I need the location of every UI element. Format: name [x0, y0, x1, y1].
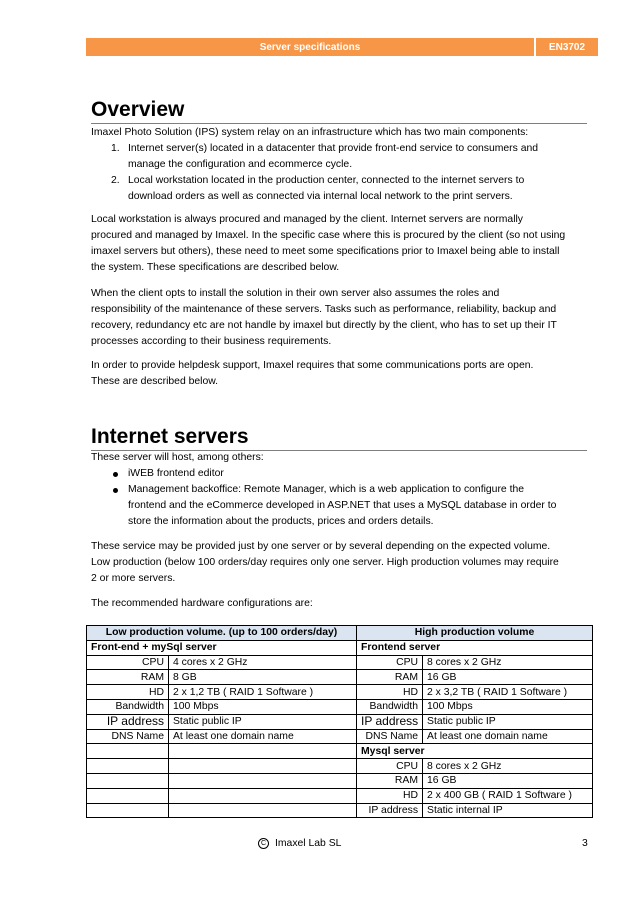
spec-label: RAM	[87, 670, 169, 685]
footer-company: Imaxel Lab SL	[275, 838, 342, 849]
text-line: 2 or more servers.	[91, 573, 176, 584]
list-item-line: store the information about the products, prices and orders details.	[128, 516, 434, 527]
spec-value: 100 Mbps	[169, 699, 357, 714]
spec-label: IP address	[357, 803, 423, 818]
spec-label: IP address	[357, 714, 423, 729]
text-line: Low production (below 100 orders/day requires only one server. High production volumes may require	[91, 557, 559, 568]
table-row	[87, 744, 593, 759]
table-row	[87, 788, 593, 803]
copyright-icon: C	[258, 838, 269, 849]
table-row	[87, 670, 593, 685]
mysql-section-label: Mysql server	[357, 744, 593, 759]
spec-label: Bandwidth	[87, 699, 169, 714]
list-item	[91, 173, 591, 205]
spec-value: 16 GB	[423, 773, 593, 788]
empty-cell	[169, 788, 357, 803]
spec-label: DNS Name	[87, 729, 169, 744]
header-title: Server specifications	[86, 38, 534, 56]
table-row	[87, 685, 593, 700]
table-row	[87, 655, 593, 670]
empty-cell	[169, 803, 357, 818]
text-line: the system. These specifications are described below.	[91, 262, 340, 273]
list-item-line: frontend and the eCommerce developed in ASP.NET that uses a MySQL database in order to	[128, 500, 557, 511]
internet-intro: These server will host, among others:	[91, 452, 264, 463]
table-row	[87, 759, 593, 774]
spec-label: CPU	[87, 655, 169, 670]
empty-cell	[87, 759, 169, 774]
table-header-row	[87, 626, 593, 641]
list-item	[91, 466, 591, 482]
list-item	[91, 141, 591, 173]
bullet-icon	[113, 488, 118, 493]
spec-value: At least one domain name	[169, 729, 357, 744]
spec-value: Static internal IP	[423, 803, 593, 818]
overview-paragraph-3	[91, 358, 591, 390]
spec-value: 4 cores x 2 GHz	[169, 655, 357, 670]
header-doc-code: EN3702	[536, 38, 598, 56]
spec-label: RAM	[357, 773, 423, 788]
overview-intro: Imaxel Photo Solution (IPS) system relay on an infrastructure which has two main components:	[91, 127, 529, 138]
empty-cell	[87, 788, 169, 803]
internet-list	[91, 466, 591, 530]
low-section-label: Front-end + mySql server	[87, 640, 357, 655]
list-item-line: Management backoffice: Remote Manager, which is a web application to configure the	[128, 484, 525, 495]
overview-paragraph-1	[91, 212, 591, 276]
spec-value: 100 Mbps	[423, 699, 593, 714]
overview-list	[91, 141, 591, 205]
table-row	[87, 729, 593, 744]
list-number: 1.	[111, 143, 120, 154]
list-item	[91, 482, 591, 530]
text-line: processes according to their business requirements.	[91, 336, 332, 347]
text-line: recovery, redundancy etc are not handle by imaxel but directly by the client, who has to set up their IT	[91, 320, 557, 331]
spec-value: 8 cores x 2 GHz	[423, 759, 593, 774]
spec-label: HD	[357, 788, 423, 803]
list-item-line: Internet server(s) located in a datacenter that provide front-end service to consumers and	[128, 143, 539, 154]
spec-label: CPU	[357, 655, 423, 670]
empty-cell	[169, 759, 357, 774]
table-row	[87, 640, 593, 655]
spec-label: CPU	[357, 759, 423, 774]
overview-paragraph-2	[91, 286, 591, 350]
table-row	[87, 773, 593, 788]
hardware-config-table	[86, 625, 593, 818]
empty-cell	[169, 773, 357, 788]
text-line: When the client opts to install the solution in their own server also assumes the roles and	[91, 288, 500, 299]
table-row	[87, 714, 593, 729]
empty-cell	[87, 773, 169, 788]
spec-label: DNS Name	[357, 729, 423, 744]
text-line: responsibility of the maintenance of these servers. Tasks such as performance, reliability, backup and	[91, 304, 557, 315]
spec-value: 2 x 1,2 TB ( RAID 1 Software )	[169, 685, 357, 700]
text-line: imaxel servers but others), these need to meet some specifications prior to Imaxel being able to install	[91, 246, 560, 257]
text-line: In order to provide helpdesk support, Imaxel requires that some communications ports are open.	[91, 360, 534, 371]
spec-label: Bandwidth	[357, 699, 423, 714]
overview-body	[91, 125, 591, 205]
internet-servers-heading: Internet servers	[91, 425, 587, 451]
empty-cell	[87, 744, 169, 759]
high-volume-header: High production volume	[357, 626, 593, 641]
internet-paragraph-1	[91, 539, 591, 587]
overview-heading: Overview	[91, 98, 587, 124]
text-line: procured and managed by Imaxel. In the specific case where this is procured by the client (so not using	[91, 230, 566, 241]
spec-value: 2 x 3,2 TB ( RAID 1 Software )	[423, 685, 593, 700]
list-item-line: Local workstation located in the production center, connected to the internet servers to	[128, 175, 525, 186]
list-number: 2.	[111, 175, 120, 186]
internet-paragraph-2: The recommended hardware configurations are:	[91, 598, 313, 609]
empty-cell	[87, 803, 169, 818]
list-item-line: download orders as well as connected via internal local network to the print servers.	[128, 191, 513, 202]
text-line: Local workstation is always procured and managed by the client. Internet servers are normally	[91, 214, 524, 225]
low-volume-header: Low production volume. (up to 100 orders/day)	[87, 626, 357, 641]
spec-label: HD	[87, 685, 169, 700]
high-section-label: Frontend server	[357, 640, 593, 655]
spec-value: 2 x 400 GB ( RAID 1 Software )	[423, 788, 593, 803]
spec-value: 8 GB	[169, 670, 357, 685]
bullet-icon	[113, 472, 118, 477]
text-line: These service may be provided just by one server or by several depending on the expected volume.	[91, 541, 551, 552]
table-row	[87, 803, 593, 818]
spec-value: 16 GB	[423, 670, 593, 685]
list-item-line: iWEB frontend editor	[128, 468, 224, 479]
spec-label: RAM	[357, 670, 423, 685]
page-header	[86, 38, 598, 56]
table-row	[87, 699, 593, 714]
internet-body	[91, 450, 591, 530]
spec-value: At least one domain name	[423, 729, 593, 744]
spec-value: 8 cores x 2 GHz	[423, 655, 593, 670]
spec-label: IP address	[87, 714, 169, 729]
page-number: 3	[582, 838, 588, 849]
empty-cell	[169, 744, 357, 759]
text-line: These are described below.	[91, 376, 219, 387]
spec-value: Static public IP	[169, 714, 357, 729]
spec-label: HD	[357, 685, 423, 700]
list-item-line: manage the configuration and ecommerce cycle.	[128, 159, 353, 170]
spec-value: Static public IP	[423, 714, 593, 729]
